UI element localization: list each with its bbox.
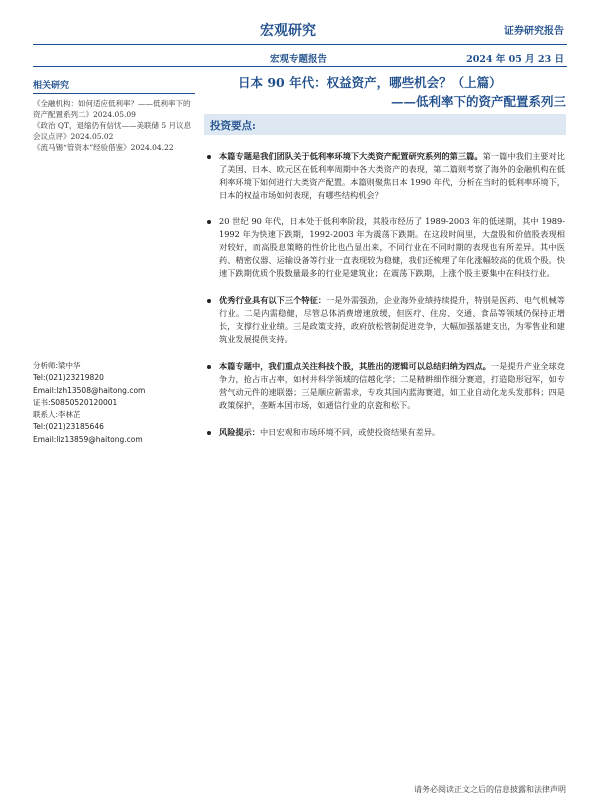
key-points-heading: 投资要点: (210, 120, 256, 132)
report-type: 证券研究报告 (504, 26, 564, 37)
contact-tel: Tel:(021)23185646 (33, 422, 104, 432)
key-point-item (205, 294, 565, 346)
key-point-lead: 风险提示： (219, 427, 260, 437)
related-research-item[interactable]: 《政治 QT，退缩仍有信忧——美联储 5 月议息会议点评》2024.05.02 (33, 121, 192, 141)
key-points-bar (204, 114, 566, 135)
key-point-item (205, 150, 565, 202)
analyst-license: 证书:S0850520120001 (33, 397, 118, 407)
header-subtitle: 宏观专题报告 (270, 54, 328, 65)
related-research-item[interactable]: 《全融机构：如何适应低利率？——低利率下的资产配置系列二》2024.05.09 (33, 99, 191, 119)
key-point-body: 中日宏观和市场环境不同，或使投资结果有差异。 (259, 427, 441, 437)
report-date: 2024 年 05 月 23 日 (466, 54, 564, 65)
key-point-body: 第一篇中我们主要对比了美国、日本、欧元区在低利率周期中各大类资产的表现，第二篇则考察了海外的金融机构在低利率环境下如何进行大类资产配置。本篇则聚焦日本 1990 年代，分析在当时的低利率环境下，日本的权益市场如何表现，有哪些结构机会？ (219, 151, 565, 200)
related-research-heading: 相关研究 (33, 78, 195, 94)
key-point-item (205, 215, 565, 280)
contact-email[interactable]: Email:llz13859@haitong.com (33, 434, 143, 444)
key-point-lead: 本篇专题中，我们重点关注科技个股，其胜出的逻辑可以总结归纳为四点。 (219, 361, 491, 371)
key-points-list (205, 150, 565, 439)
analyst-contacts (33, 360, 195, 446)
key-point-lead: 优秀行业具有以下三个特征： (219, 295, 327, 305)
key-point-body: 一是提升产业全球竞争力，抢占市占率，如村井科学领域的信越化学；二是精耕细作细分赛道，打造隐形冠军，如专营气动元件的速联器；三是顺应新需求，专攻其国内蓝海赛道，如工业自动化龙头发那科；四是政策保护，垄断本国市场，如通信行业的京瓷和松下。 (219, 361, 565, 410)
key-point-item (205, 360, 565, 412)
header-title: 宏观研究 (260, 23, 316, 39)
analyst-name: 分析师:梁中华 (33, 361, 81, 370)
related-research-item[interactable]: 《流马锡“管资本”经验借鉴》2024.04.22 (33, 143, 174, 152)
related-research-list (33, 98, 195, 153)
key-point-item (205, 426, 565, 439)
key-point-body: 一是外需强劲，企业海外业绩持续提升，特别是医药、电气机械等行业。二是内需稳健，尽管总体消费增速放缓，但医疗、住房、交通、食品等领域仍保持正增长，支撑行业业绩。三是政策支持，政府放松管制促进竞争，大幅加强基建支出，为零售业和建筑业发展提供支持。 (219, 295, 565, 344)
key-point-lead: 本篇专题是我们团队关于低利率环境下大类资产配置研究系列的第三篇。 (219, 151, 483, 161)
contact-name: 联系人:李林芷 (33, 410, 81, 420)
header-divider-top (33, 44, 567, 45)
related-research (33, 78, 195, 153)
report-header (0, 0, 600, 68)
report-series-title: ——低利率下的资产配置系列三 (390, 94, 566, 109)
analyst-email[interactable]: Email:lzh13508@haitong.com (33, 385, 146, 395)
disclaimer-note: 请务必阅读正文之后的信息披露和法律声明 (414, 785, 566, 794)
analyst-tel: Tel:(021)23219820 (33, 373, 104, 383)
header-divider-bottom (33, 66, 567, 67)
key-point-body: 20 世纪 90 年代，日本处于低利率阶段，其股市经历了 1989-2003 年的低迷期，其中 1989-1992 年为快速下跌期，1992-2003 年为震荡下跌期。在这段时间里，大盘股和价值股表现相对较好，而高股息策略的性价比也凸显出来，不同行业在不同时期的表现也有所差异。其中医药、精密仪器、运输设备等行业一直表现较为稳健，我们还梳理了年化涨幅较高的优质个股。快速下跌期优质个股数量最多的行业是建筑业；在震荡下跌期，上涨个股主要集中在科技行业。 (219, 216, 565, 278)
report-title: 日本 90 年代：权益资产，哪些机会？（上篇） (238, 75, 502, 90)
